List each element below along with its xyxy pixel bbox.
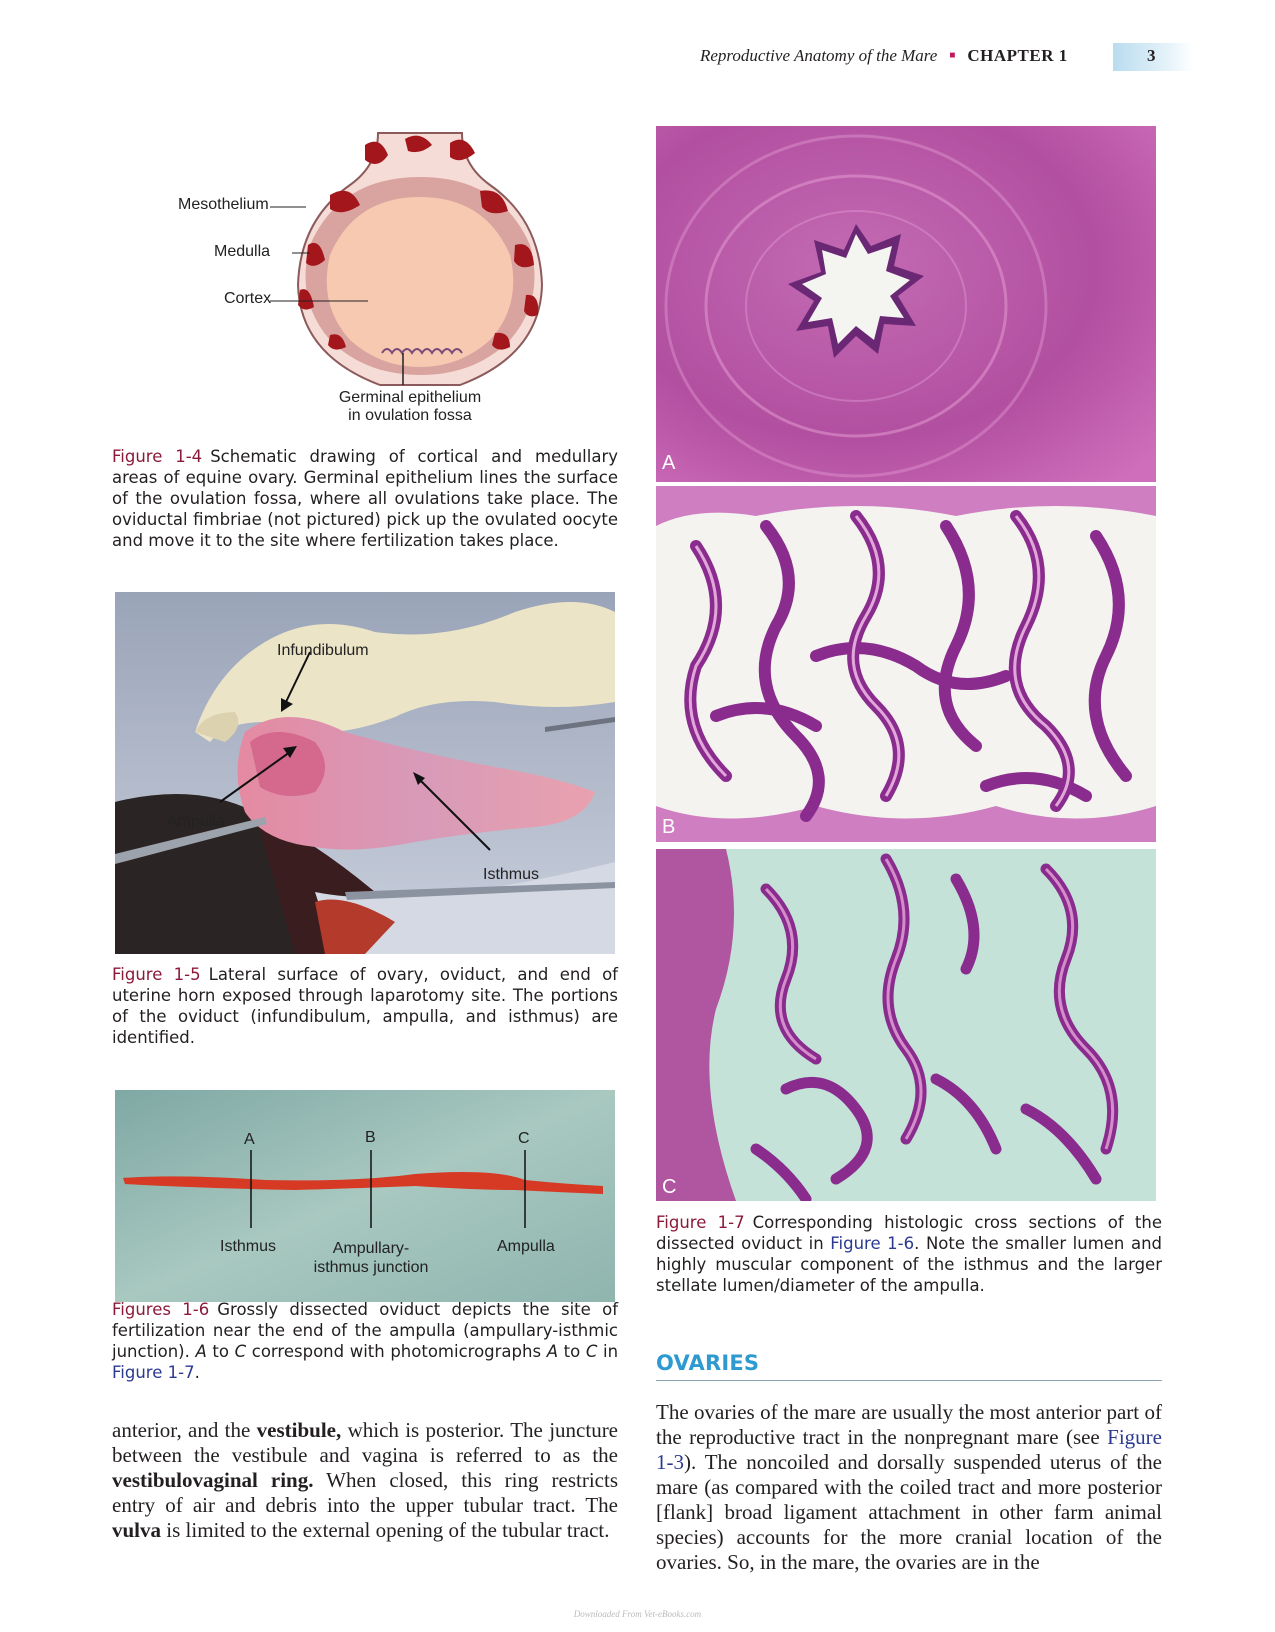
ovaries-paragraph: The ovaries of the mare are usually the most anterior part of the reproductive tract in the nonpregnant mare (see Figure 1-3). The noncoiled and dorsally suspended uterus of the mare (as compared with the coiled tract and more posterior [flank] broad ligament attachment in other farm animal species) accounts for the more cranial location of the ovaries. So, in the mare, the ovaries are in the xyxy=(656,1400,1162,1574)
download-footer: Downloaded From Vet-eBooks.com xyxy=(573,1609,702,1619)
label-isthmus-oviduct: Isthmus xyxy=(220,1238,277,1255)
figure-1-7-caption: Figure 1-7 Corresponding histologic cross sections of the dissected oviduct in Figure 1-6. Note the smaller lumen and highly muscular component of the isthmus and the larger stellate lumen/diameter of the ampulla. xyxy=(656,1213,1162,1295)
running-header xyxy=(700,46,1068,66)
figure-1-5-label: Figure 1-5 xyxy=(112,965,201,984)
section-rule xyxy=(656,1380,1162,1381)
panel-a-label: A xyxy=(662,452,676,474)
label-ampulla-photo: Ampulla xyxy=(167,813,225,830)
label-c-oviduct: C xyxy=(518,1130,530,1147)
figure-1-4-label: Figure 1-4 xyxy=(112,447,203,466)
label-cortex: Cortex xyxy=(224,290,272,307)
histology-panel-a xyxy=(656,126,1156,482)
left-body-paragraph: anterior, and the vestibule, which is posterior. The juncture between the vestibule and vagina is referred to as the vestibulovaginal ring. When closed, this ring restricts entry of air and debris into the upper tubular tract. The vulva is limited to the external opening of the tubular tract. xyxy=(112,1418,619,1542)
ovary-schematic xyxy=(270,125,570,405)
label-mesothelium: Mesothelium xyxy=(178,196,269,213)
chapter-label: CHAPTER 1 xyxy=(967,46,1068,65)
label-infundibulum: Infundibulum xyxy=(277,642,369,659)
panel-c-label: C xyxy=(662,1176,677,1198)
label-medulla: Medulla xyxy=(214,243,271,260)
figure-1-4-caption: Figure 1-4 Schematic drawing of cortical and medullary areas of equine ovary. Germinal epithelium lines the surface of the ovulation fossa, where all ovulations take place. The oviductal fimbriae (not pictured) pick up the ovulated oocyte and move it to the site where fertilization takes place. xyxy=(112,447,618,550)
section-heading-ovaries: OVARIES xyxy=(656,1351,760,1375)
figure-1-7-link[interactable]: Figure 1-7 xyxy=(112,1363,195,1382)
page-number: 3 xyxy=(1147,46,1156,65)
figure-1-6-caption: Figures 1-6 Grossly dissected oviduct depicts the site of fertilization near the end of the ampulla (ampullary-isthmic junction). A to C correspond with photomicrographs A to C in Figure 1-7. xyxy=(112,1300,619,1382)
histology-panel-b xyxy=(656,486,1156,842)
label-ampullary-isthmus-junction: Ampullary- isthmus junction xyxy=(313,1240,429,1276)
figure-1-6-link[interactable]: Figure 1-6 xyxy=(830,1234,915,1253)
header-bullet-icon: ■ xyxy=(949,50,956,61)
label-isthmus-photo: Isthmus xyxy=(483,866,540,883)
figure-1-5-caption: Figure 1-5 Lateral surface of ovary, oviduct, and end of uterine horn exposed through laparotomy site. The portions of the oviduct (infundibulum, ampulla, and isthmus) are identified. xyxy=(112,965,618,1047)
figure-1-3-link[interactable]: Figure 1-3 xyxy=(656,1425,1162,1474)
running-title: Reproductive Anatomy of the Mare xyxy=(700,46,938,65)
figure-1-7-label: Figure 1-7 xyxy=(656,1213,745,1232)
histology-panel-c xyxy=(656,849,1156,1201)
label-b-oviduct: B xyxy=(365,1129,376,1146)
figure-1-6-label: Figures 1-6 xyxy=(112,1300,210,1319)
label-a-oviduct: A xyxy=(244,1131,255,1148)
panel-b-label: B xyxy=(662,816,676,838)
label-germinal-epithelium: Germinal epithelium in ovulation fossa xyxy=(338,389,482,424)
label-ampulla-oviduct: Ampulla xyxy=(497,1238,555,1255)
